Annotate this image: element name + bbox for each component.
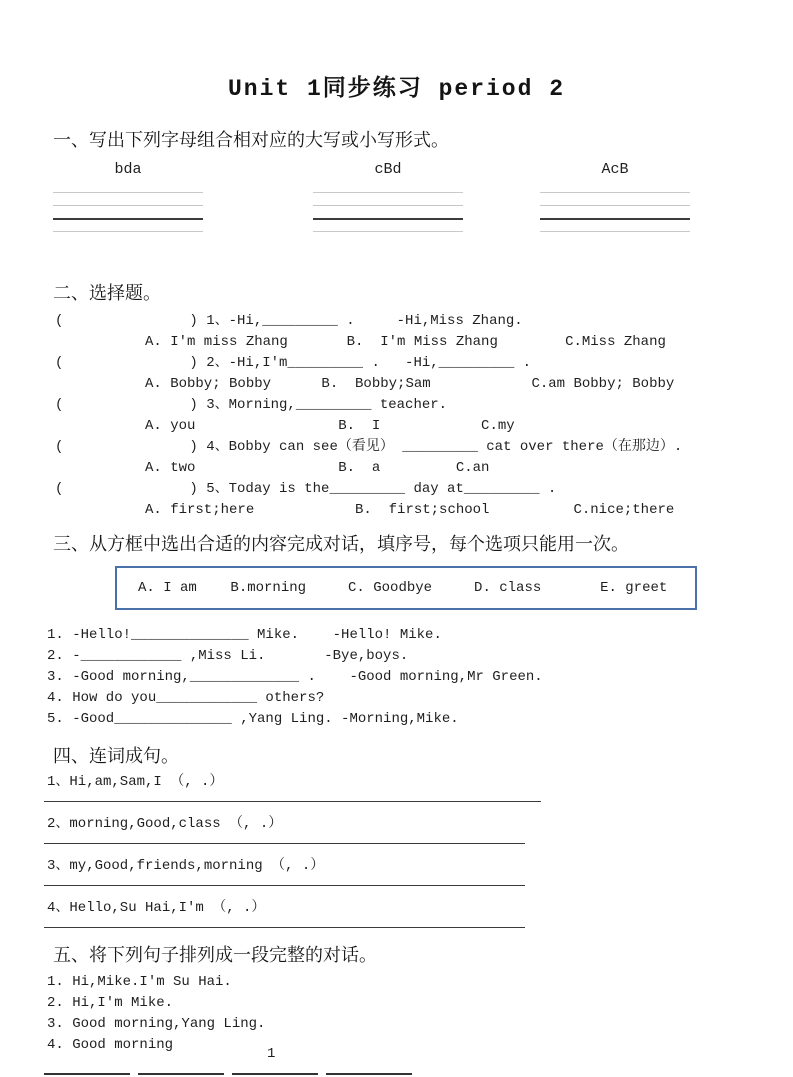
question-options: A. two B. a C.an xyxy=(145,460,490,476)
page-title: Unit 1同步练习 period 2 xyxy=(227,76,566,102)
writing-line xyxy=(313,231,463,232)
writing-line xyxy=(540,192,690,193)
order-answer-blanks xyxy=(44,1062,420,1077)
question-options: A. you B. I C.my xyxy=(145,418,515,434)
word-order-item: 2、morning,Good,class （, .） xyxy=(47,816,283,832)
writing-baseline xyxy=(53,218,203,220)
writing-grid xyxy=(53,192,203,238)
page-number: 1 xyxy=(267,1046,276,1062)
writing-line xyxy=(313,205,463,206)
word-order-item: 4、Hello,Su Hai,I'm （, .） xyxy=(47,900,266,916)
question-stem: ( ) 5、Today is the_________ day at_________ . xyxy=(55,481,557,497)
writing-line xyxy=(53,231,203,232)
letter-group-label: AcB xyxy=(601,161,629,178)
writing-line xyxy=(540,205,690,206)
answer-line xyxy=(44,801,541,802)
sentence-item: 1. Hi,Mike.I'm Su Hai. xyxy=(47,974,232,990)
sentence-item: 3. Good morning,Yang Ling. xyxy=(47,1016,266,1032)
section-one-heading: 一、写出下列字母组合相对应的大写或小写形式。 xyxy=(53,130,449,150)
dialog-item: 2. -____________ ,Miss Li. -Bye,boys. xyxy=(47,648,409,664)
sentence-item: 2. Hi,I'm Mike. xyxy=(47,995,174,1011)
dialog-item: 4. How do you____________ others? xyxy=(47,690,325,706)
writing-line xyxy=(53,192,203,193)
answer-blank xyxy=(138,1066,224,1075)
multiple-choice-questions xyxy=(0,311,793,521)
word-bank-box: A. I am B.morning C. Goodbye D. class E. greet xyxy=(115,566,697,610)
dialog-completion-items xyxy=(0,625,793,730)
writing-line xyxy=(540,231,690,232)
answer-blank xyxy=(44,1066,130,1075)
answer-line xyxy=(44,885,525,886)
section-two-heading: 二、选择题。 xyxy=(53,283,161,303)
writing-grid xyxy=(540,192,690,238)
letter-group-label: cBd xyxy=(374,161,402,178)
sentence-order-items xyxy=(0,972,793,1056)
question-stem: ( ) 1、-Hi,_________ . -Hi,Miss Zhang. xyxy=(55,313,523,329)
question-options: A. I'm miss Zhang B. I'm Miss Zhang C.Miss Zhang xyxy=(145,334,666,350)
writing-baseline xyxy=(313,218,463,220)
answer-blank xyxy=(326,1066,412,1075)
writing-grid xyxy=(313,192,463,238)
dialog-item: 1. -Hello!______________ Mike. -Hello! Mike. xyxy=(47,627,442,643)
answer-line xyxy=(44,927,525,928)
dialog-item: 3. -Good morning,_____________ . -Good morning,Mr Green. xyxy=(47,669,543,685)
question-stem: ( ) 2、-Hi,I'm_________ . -Hi,_________ . xyxy=(55,355,532,371)
question-stem: ( ) 3、Morning,_________ teacher. xyxy=(55,397,448,413)
question-stem: ( ) 4、Bobby can see（看见） _________ cat over there（在那边）. xyxy=(55,439,683,455)
answer-blank xyxy=(232,1066,318,1075)
question-options: A. first;here B. first;school C.nice;there xyxy=(145,502,675,518)
writing-line xyxy=(313,192,463,193)
letter-writing-area xyxy=(0,159,793,255)
answer-line xyxy=(44,843,525,844)
sentence-item: 4. Good morning xyxy=(47,1037,174,1053)
section-three-heading: 三、从方框中选出合适的内容完成对话，填序号，每个选项只能用一次。 xyxy=(53,534,629,554)
word-order-item: 3、my,Good,friends,morning （, .） xyxy=(47,858,325,874)
word-order-blocks xyxy=(0,772,793,928)
dialog-item: 5. -Good______________ ,Yang Ling. -Morning,Mike. xyxy=(47,711,459,727)
writing-baseline xyxy=(540,218,690,220)
section-five-heading: 五、将下列句子排列成一段完整的对话。 xyxy=(53,945,377,965)
writing-line xyxy=(53,205,203,206)
word-order-item: 1、Hi,am,Sam,I （, .） xyxy=(47,774,224,790)
letter-group-label: bda xyxy=(114,161,142,178)
question-options: A. Bobby; Bobby B. Bobby;Sam C.am Bobby; Bobby xyxy=(145,376,675,392)
section-four-heading: 四、连词成句。 xyxy=(53,746,179,766)
